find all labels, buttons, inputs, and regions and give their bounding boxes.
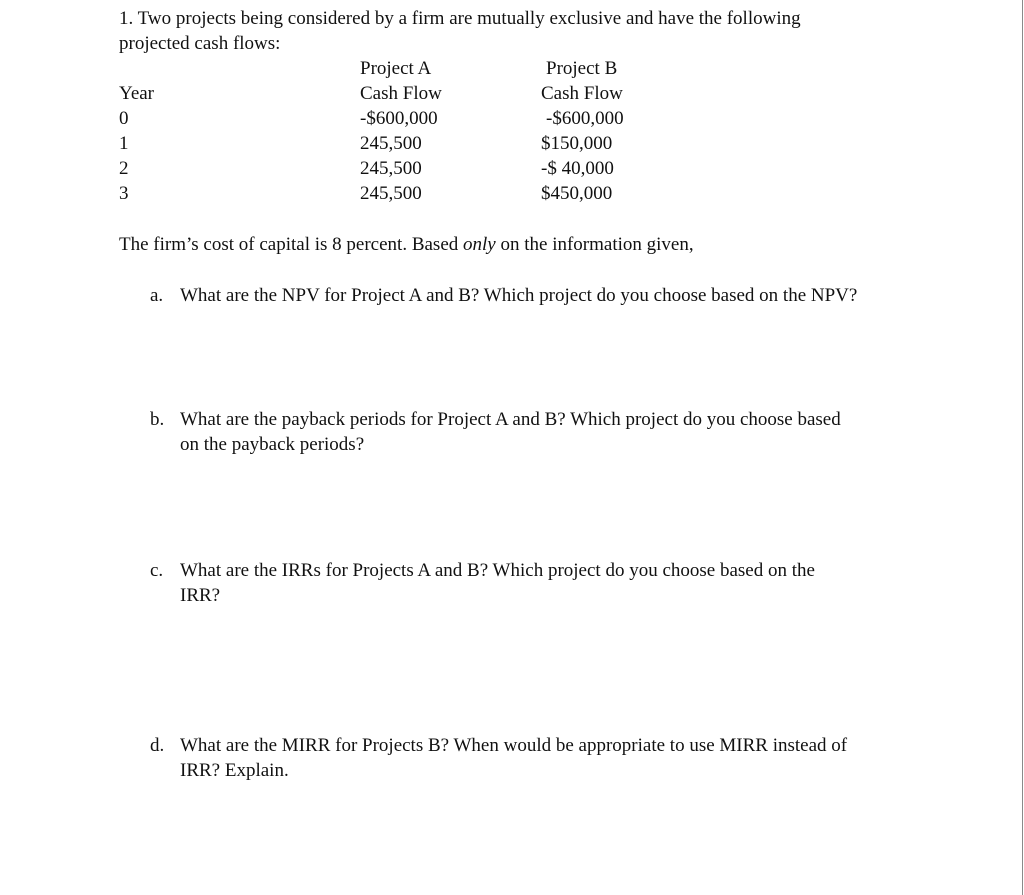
question-text-line-1: What are the IRRs for Projects A and B? Which project do you choose based on the [180,560,815,581]
question-text-line-1: What are the payback periods for Project A and B? Which project do you choose based [180,409,841,430]
year-cell: 1 [119,133,129,154]
question-letter: c. [150,560,164,581]
project-a-cell: 245,500 [360,183,422,204]
statement-after: on the information given, [495,234,694,255]
cost-of-capital-statement [119,232,694,257]
page-right-edge [1022,0,1023,895]
question-text-line-2: IRR? Explain. [180,760,289,781]
question-letter: b. [150,409,165,430]
statement-before: The firm’s cost of capital is 8 percent. Based [119,234,464,255]
year-header: Year [119,83,155,104]
cash-flow-a-header: Cash Flow [360,83,442,104]
question-text-line-2: on the payback periods? [180,434,365,455]
project-a-cell: 245,500 [360,133,422,154]
project-b-cell: -$ 40,000 [541,158,614,179]
question-text-line-2: IRR? [180,585,221,606]
project-a-cell: 245,500 [360,158,422,179]
question-text-line-1: What are the MIRR for Projects B? When would be appropriate to use MIRR instead of [180,735,848,756]
question-letter: a. [150,285,164,306]
problem-intro [119,6,801,56]
intro-line-2: projected cash flows: [119,33,281,54]
intro-line-1: 1. Two projects being considered by a firm are mutually exclusive and have the following [119,8,801,29]
year-cell: 3 [119,183,129,204]
year-cell: 0 [119,108,129,129]
project-b-cell: -$600,000 [546,108,624,129]
year-cell: 2 [119,158,129,179]
project-b-cell: $150,000 [541,133,613,154]
question-text-line-1: What are the NPV for Project A and B? Which project do you choose based on the NPV? [180,285,858,306]
project-b-header: Project B [546,58,618,79]
project-a-cell: -$600,000 [360,108,438,129]
question-letter: d. [150,735,165,756]
cash-flow-b-header: Cash Flow [541,83,623,104]
project-a-header: Project A [360,58,432,79]
statement-emphasis: only [463,234,496,255]
project-b-cell: $450,000 [541,183,613,204]
